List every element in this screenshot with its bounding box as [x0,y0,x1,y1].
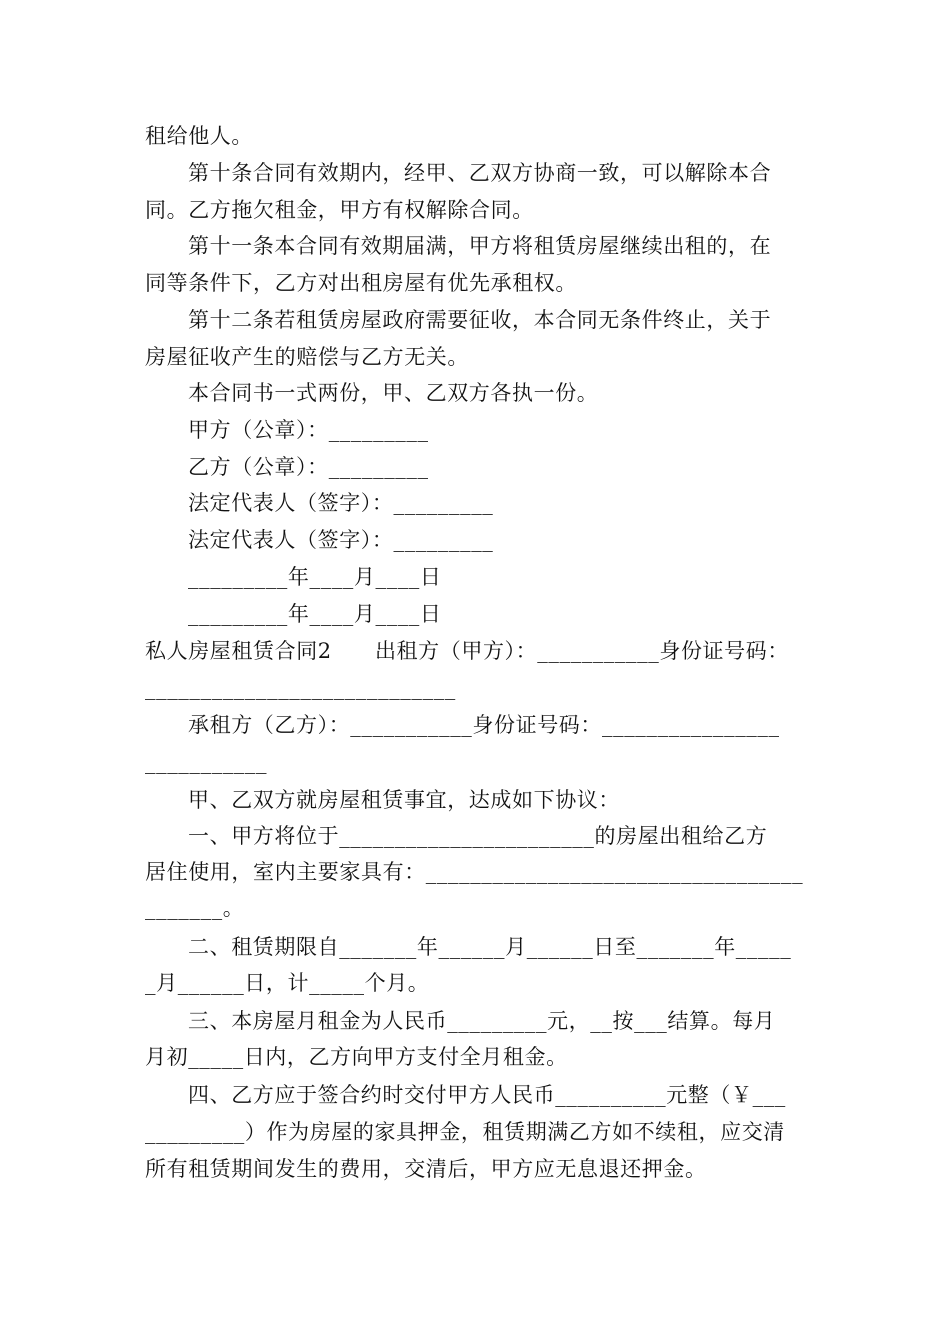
text-line: 第十条合同有效期内，经甲、乙双方协商一致，可以解除本合 [188,161,772,185]
text-line: 二、租赁期限自_______年______月______日至_______年_____ [188,935,792,959]
text-line: 甲、乙双方就房屋租赁事宜，达成如下协议： [188,788,620,812]
signature-line: 乙方（公章）：_________ [188,455,429,479]
text-line: 四、乙方应于签合约时交付甲方人民币__________元整（￥___ [188,1083,786,1107]
text-line: ____________________________ [145,676,456,700]
text-line: _______。 [145,896,245,920]
text-line: 同。乙方拖欠租金，甲方有权解除合同。 [145,198,534,222]
date-line: _________年____月____日 [188,565,442,589]
text-line: 三、本房屋月租金为人民币_________元，__按___结算。每月 [188,1009,776,1033]
contract-heading-line: 私人房屋租赁合同2 出租方（甲方）：___________身份证号码： [145,639,789,663]
text-line: 第十一条本合同有效期届满，甲方将租赁房屋继续出租的，在 [188,234,772,258]
text-line: 同等条件下，乙方对出租房屋有优先承租权。 [145,271,577,295]
text-line: 租给他人。 [145,124,253,148]
text-line: 本合同书一式两份，甲、乙双方各执一份。 [188,381,599,405]
text-line: _月______日，计_____个月。 [145,971,430,995]
signature-line: 法定代表人（签字）：_________ [188,528,494,552]
text-line: 月初_____日内，乙方向甲方支付全月租金。 [145,1045,568,1069]
text-line: 第十二条若租赁房屋政府需要征收，本合同无条件终止，关于 [188,308,772,332]
text-line: 所有租赁期间发生的费用，交清后，甲方应无息退还押金。 [145,1157,707,1181]
text-line: 一、甲方将位于_______________________的房屋出租给乙方 [188,824,768,848]
text-line: _________）作为房屋的家具押金，租赁期满乙方如不续租，应交清 [145,1120,785,1144]
text-line: ___________ [145,750,268,774]
signature-line: 法定代表人（签字）：_________ [188,491,494,515]
text-line: 居住使用，室内主要家具有：__________________________________ [145,860,804,884]
signature-line: 甲方（公章）：_________ [188,418,429,442]
text-line: 房屋征收产生的赔偿与乙方无关。 [145,345,469,369]
date-line: _________年____月____日 [188,602,442,626]
text-line: 承租方（乙方）：___________身份证号码：________________ [188,713,780,737]
